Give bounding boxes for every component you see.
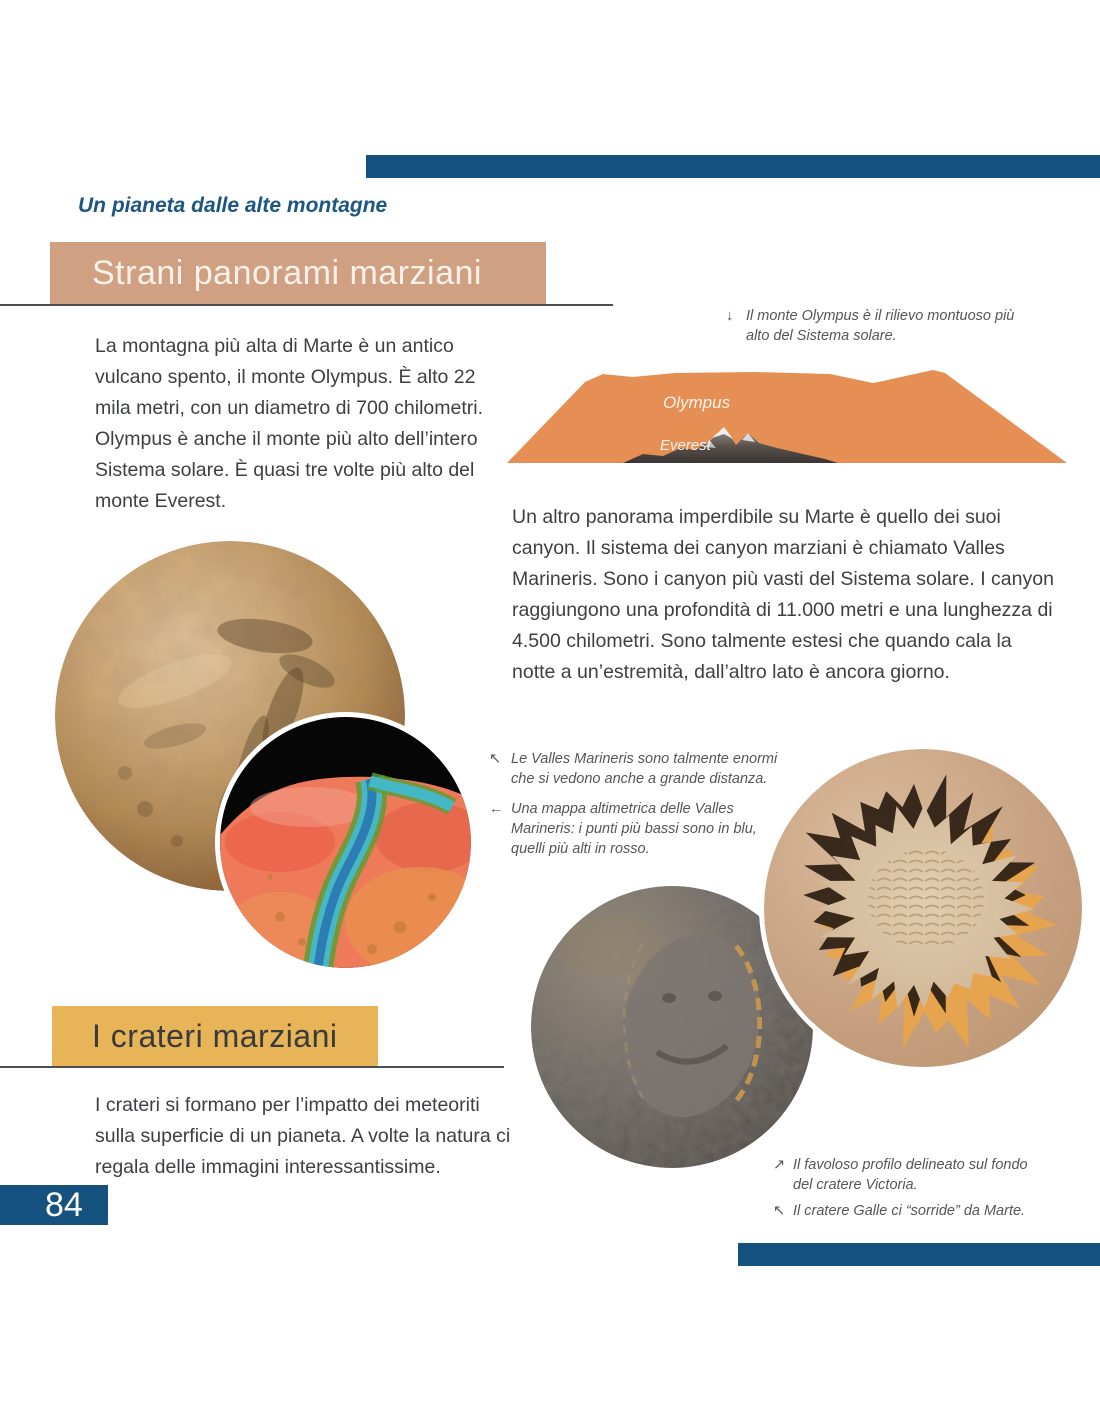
- everest-label: Everest: [660, 437, 711, 454]
- heading-rule: [0, 1066, 504, 1068]
- caption-text: Il cratere Galle ci “sorride” da Marte.: [793, 1203, 1026, 1219]
- heading-rule: [0, 304, 613, 306]
- chapter-kicker: Un pianeta dalle alte montagne: [78, 194, 388, 217]
- top-accent-bar: [366, 155, 1100, 178]
- victoria-crater-image: [764, 749, 1082, 1067]
- left-arrow-icon: ←: [489, 801, 504, 817]
- section-heading-crateri: [52, 1006, 378, 1066]
- bottom-accent-bar: [738, 1243, 1100, 1266]
- valles-marineris-map-image: [220, 717, 471, 968]
- caption-galle: [773, 1201, 1073, 1221]
- paragraph-crateri: I crateri si formano per l’impatto dei meteoriti sulla superficie di un pianeta. A volte la natura ci regala delle immagini interessantissime.: [95, 1094, 511, 1178]
- caption-victoria: [773, 1155, 1043, 1195]
- caption-valles-map: [489, 799, 789, 859]
- caption-valles-size: [489, 749, 779, 789]
- section-heading-panorami: [50, 242, 546, 305]
- olympus-label: Olympus: [663, 393, 731, 412]
- page-number: 84: [45, 1185, 83, 1224]
- mountain-silhouette-graphic: [505, 360, 1100, 463]
- crater-dune-field: [868, 849, 984, 949]
- up-left-arrow-icon: ↖: [773, 1203, 786, 1219]
- caption-olympus: [726, 306, 1016, 346]
- olympus-everest-diagram: [505, 360, 1100, 463]
- up-right-arrow-icon: ↗: [773, 1157, 786, 1173]
- up-left-arrow-icon: ↖: [489, 751, 502, 767]
- olympus-silhouette: [507, 370, 1067, 463]
- paragraph-olympus: La montagna più alta di Marte è un antico vulcano spento, il monte Olympus. È alto 22 mila metri, con un diametro di 700 chilometri. Olympus è anche il monte più alto dell’intero Sistema solare. È quasi tre volte più alto del monte Everest.: [95, 335, 483, 512]
- caption-text: Le Valles Marineris sono talmente enormi che si vedono anche a grande distanza.: [511, 751, 778, 787]
- page-number-badge: [0, 1185, 108, 1225]
- caption-text: Una mappa altimetrica delle Valles Marineris: i punti più bassi sono in blu, quelli più alti in rosso.: [511, 801, 757, 857]
- section-title: I crateri marziani: [92, 1017, 338, 1054]
- down-arrow-icon: ↓: [726, 308, 734, 324]
- caption-text: Il monte Olympus è il rilievo montuoso più alto del Sistema solare.: [746, 308, 1015, 344]
- paragraph-canyon: Un altro panorama imperdibile su Marte è quello dei suoi canyon. Il sistema dei canyon marziani è chiamato Valles Marineris. Sono i canyon più vasti del Sistema solare. I canyon raggiungono una profondità di 11.000 metri e una lunghezza di 4.500 chilometri. Sono talmente estesi che quando cala la notte a un’estremità, dall’altro lato è ancora giorno.: [512, 506, 1054, 683]
- caption-text: Il favoloso profilo delineato sul fondo del cratere Victoria.: [793, 1157, 1028, 1193]
- section-title: Strani panorami marziani: [92, 254, 482, 292]
